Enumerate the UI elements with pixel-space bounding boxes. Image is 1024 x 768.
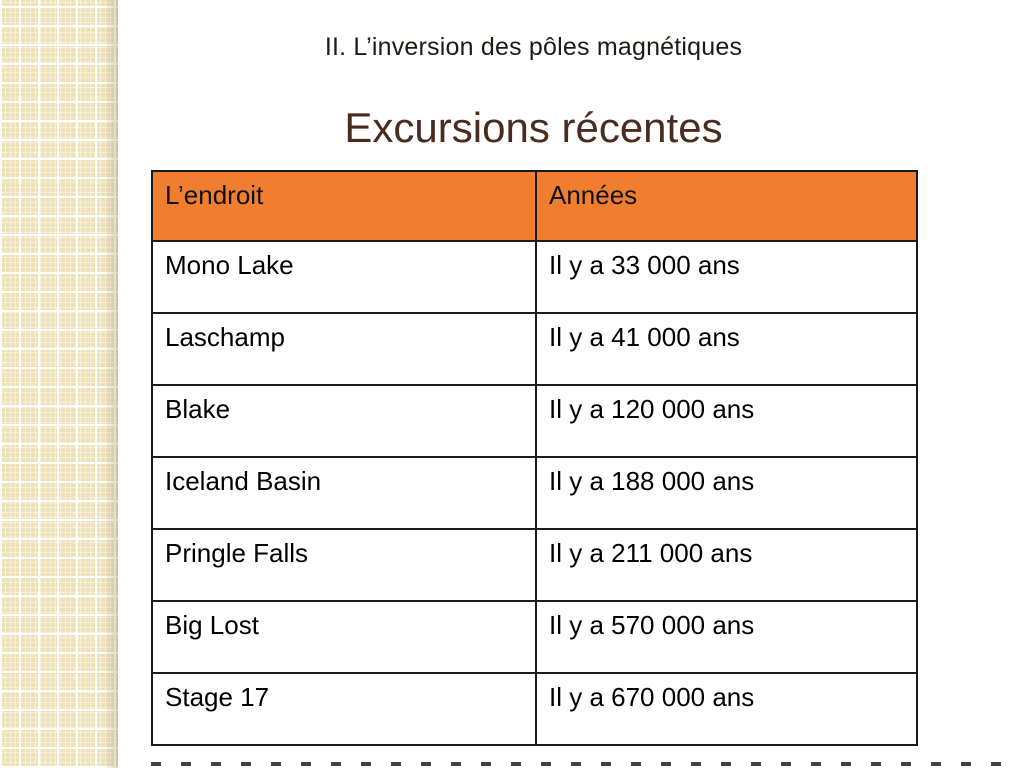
column-header-years: Années — [536, 171, 917, 241]
table-row — [152, 601, 917, 673]
cell-age: Il y a 670 000 ans — [536, 673, 917, 745]
table-row — [152, 673, 917, 745]
table-header-row — [152, 171, 917, 241]
cell-age: Il y a 41 000 ans — [536, 313, 917, 385]
section-kicker: II. L’inversion des pôles magnétiques — [324, 33, 743, 61]
column-header-place: L’endroit — [152, 171, 536, 241]
page-title: Excursions récentes — [344, 104, 723, 151]
cell-place: Laschamp — [152, 313, 536, 385]
table-row — [152, 241, 917, 313]
decorative-texture-band — [0, 0, 118, 768]
cell-place: Blake — [152, 385, 536, 457]
table-row — [152, 457, 917, 529]
cell-place: Mono Lake — [152, 241, 536, 313]
cell-place: Pringle Falls — [152, 529, 536, 601]
table-row — [152, 385, 917, 457]
table-row — [152, 529, 917, 601]
cropped-dashed-rule — [151, 762, 1020, 766]
cell-age: Il y a 120 000 ans — [536, 385, 917, 457]
cell-place: Big Lost — [152, 601, 536, 673]
cell-age: Il y a 33 000 ans — [536, 241, 917, 313]
cell-age: Il y a 570 000 ans — [536, 601, 917, 673]
cell-age: Il y a 211 000 ans — [536, 529, 917, 601]
excursions-table — [151, 170, 918, 746]
cell-place: Iceland Basin — [152, 457, 536, 529]
table-row — [152, 313, 917, 385]
heading-block — [151, 0, 916, 152]
cell-age: Il y a 188 000 ans — [536, 457, 917, 529]
cell-place: Stage 17 — [152, 673, 536, 745]
